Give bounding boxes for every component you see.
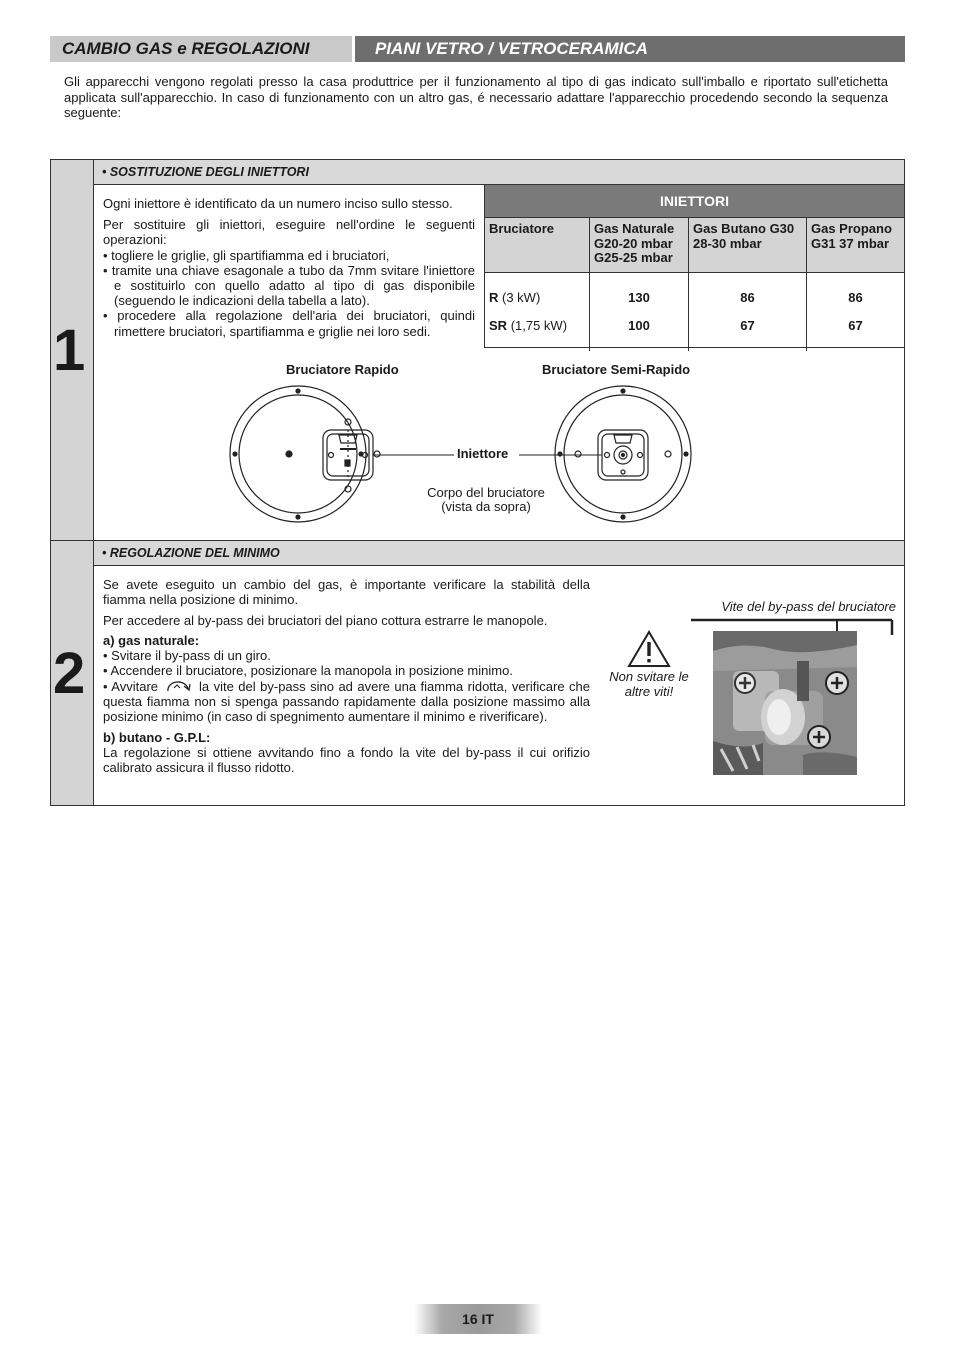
- label-semi-rapid-burner: Bruciatore Semi-Rapido: [542, 362, 691, 377]
- table-cell: 100: [590, 311, 689, 351]
- photo-caption: Vite del by-pass del bruciatore: [721, 599, 896, 614]
- rapid-burner-drawing: [230, 386, 380, 522]
- warning-text: Non svitare le altre viti!: [609, 669, 689, 699]
- instruction-paragraph: Se avete eseguito un cambio del gas, è importante verificare la stabilità della fiamma nella posizione di minimo.: [103, 577, 590, 608]
- page-number: 16 IT: [414, 1304, 542, 1334]
- table-header: Bruciatore: [485, 218, 590, 273]
- table-title: INIETTORI: [485, 185, 904, 218]
- subheading-lpg: b) butano - G.P.L:: [103, 729, 211, 745]
- warning-icon: [627, 630, 671, 668]
- list-item: • Avvitare la vite del by-pass sino ad avere una fiamma ridotta, verificare che questa fiamma non si spenga passando rapidamente dalla posizione massimo alla posizione minimo (in caso di spegnimento aumentare il minimo e riverificare).: [103, 678, 591, 725]
- label-rapid-burner: Bruciatore Rapido: [286, 362, 399, 377]
- list-item: • Svitare il by-pass di un giro.: [103, 648, 271, 664]
- table-header: Gas Naturale G20-20 mbar G25-25 mbar: [590, 218, 689, 273]
- bypass-screw-photo: [713, 631, 857, 775]
- instruction-paragraph: Ogni iniettore è identificato da un numero inciso sullo stesso.: [103, 196, 453, 211]
- table-cell: 130: [590, 273, 689, 312]
- label-burner-body: Corpo del bruciatore (vista da sopra): [427, 485, 545, 514]
- label-injector: Iniettore: [457, 446, 509, 461]
- burner-diagram: [51, 160, 904, 540]
- instruction-paragraph: La regolazione si ottiene avvitando fino a fondo la vite del by-pass il cui orifizio calibrato assicura il flusso ridotto.: [103, 744, 590, 776]
- section-title-left: CAMBIO GAS e REGOLAZIONI: [50, 36, 352, 62]
- instruction-paragraph: Per sostituire gli iniettori, eseguire nell'ordine le seguenti operazioni:: [103, 217, 475, 248]
- instruction-paragraph: Per accedere al by-pass dei bruciatori del piano cottura estrarre le manopole.: [103, 612, 548, 628]
- section-injectors: [50, 159, 905, 541]
- step-number: 2: [53, 641, 86, 706]
- list-item: • Accendere il bruciatore, posizionare la manopola in posizione minimo.: [103, 663, 513, 679]
- table-header: Gas Butano G30 28-30 mbar: [689, 218, 807, 273]
- intro-paragraph: Gli apparecchi vengono regolati presso la casa produttrice per il funzionamento al tipo di gas indicato sull'imballo e riportato sull'etichetta applicata sull'apparecchio. In caso di funzionamento con un altro gas, é necessario adattare l'apparecchio procedendo secondo la sequenza seguente:: [64, 74, 888, 120]
- list-item: • procedere alla regolazione dell'aria dei bruciatori, quindi rimettere bruciatori, spartifiamma e griglie nei loro sedi.: [103, 308, 475, 339]
- section-heading: • REGOLAZIONE DEL MINIMO: [94, 541, 904, 566]
- list-item: • togliere le griglie, gli spartifiamma ed i bruciatori,: [103, 247, 390, 263]
- burner-cell: R (3 kW): [485, 273, 590, 312]
- semi-rapid-burner-drawing: [555, 386, 691, 522]
- table-cell: 86: [848, 289, 863, 305]
- section-minimum-adjustment: [50, 540, 905, 806]
- list-item: • tramite una chiave esagonale a tubo da 7mm svitare l'iniettore e sostituirlo con quello adatto al tipo di gas disponibile (seguendo le indicazioni della tabella a lato).: [103, 262, 475, 309]
- table-cell: 86: [689, 273, 807, 312]
- section-title-right: PIANI VETRO / VETROCERAMICA: [355, 36, 905, 62]
- burner-cell: SR (1,75 kW): [485, 311, 590, 351]
- table-cell: 67: [848, 317, 863, 333]
- screw-in-icon: [165, 679, 193, 693]
- table-cell: 67: [689, 311, 807, 351]
- step-column: [51, 541, 94, 805]
- subheading-natural-gas: a) gas naturale:: [103, 632, 200, 648]
- section-heading: • SOSTITUZIONE DEGLI INIETTORI: [94, 160, 904, 185]
- step-number: 1: [53, 318, 86, 383]
- bypass-instructions: [103, 577, 590, 776]
- table-header: Gas Propano G31 37 mbar: [807, 218, 905, 273]
